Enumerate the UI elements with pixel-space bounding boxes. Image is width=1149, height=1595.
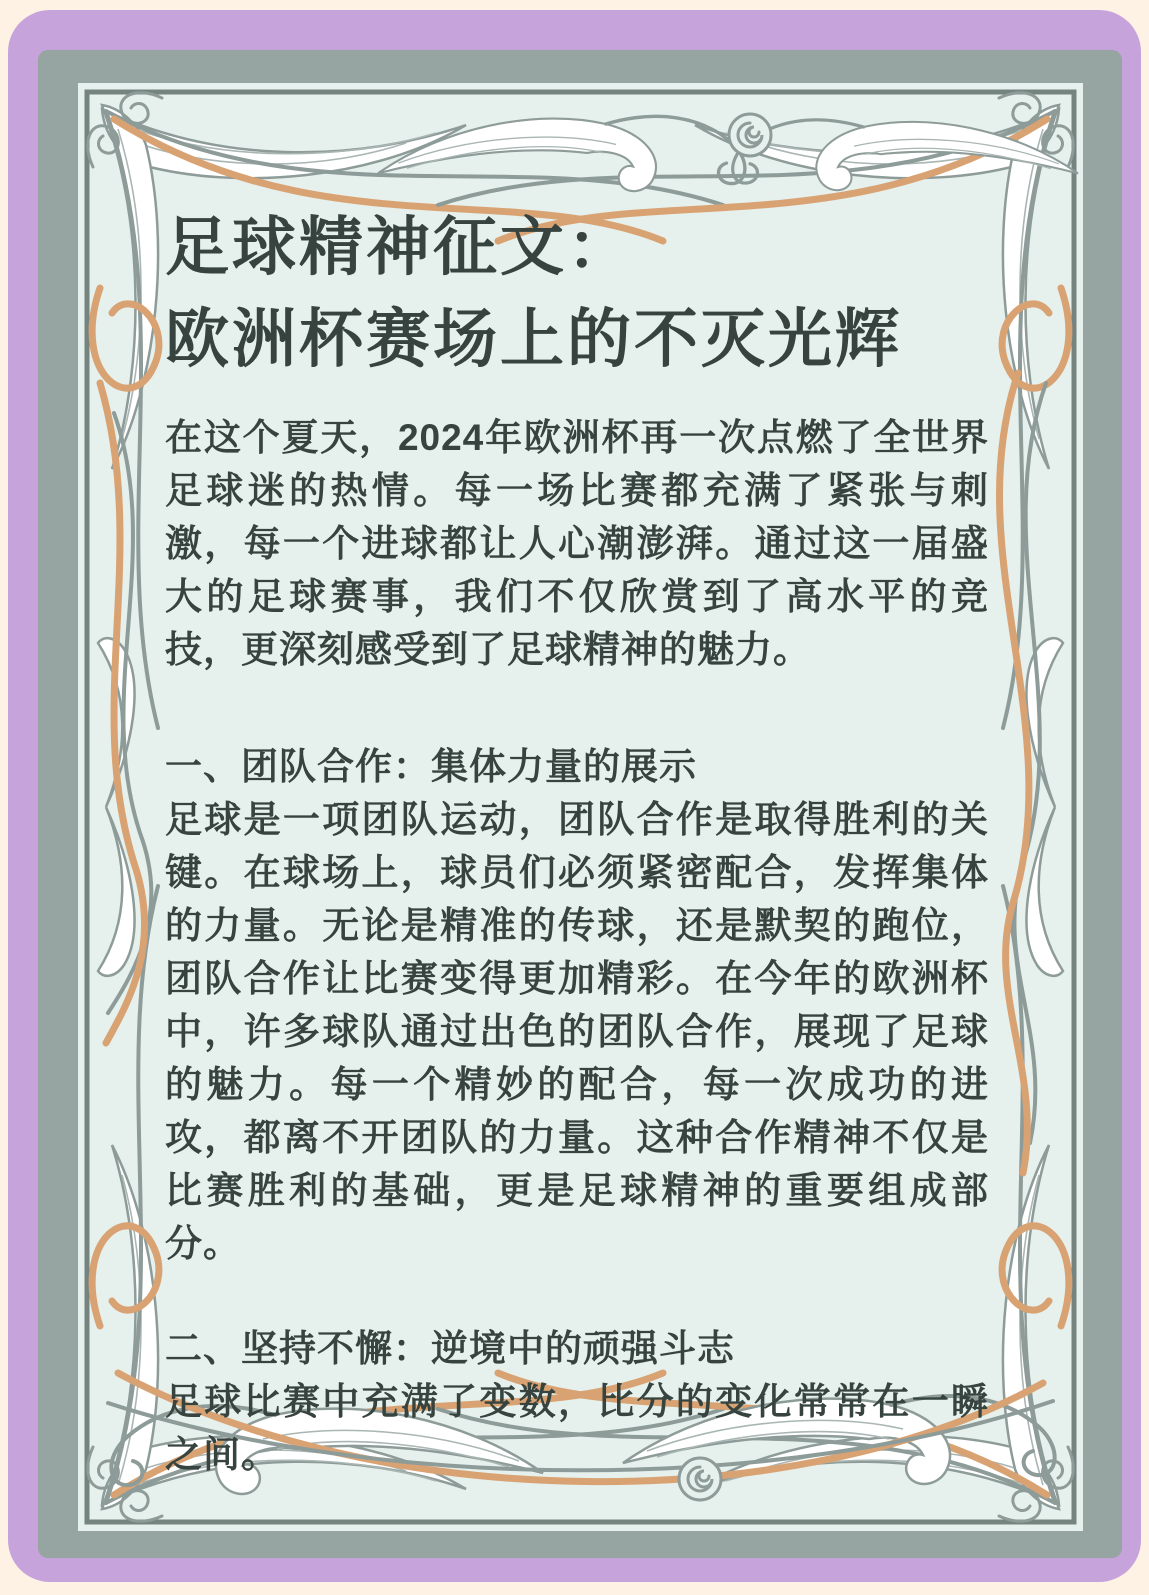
section-2-body: 足球比赛中充满了变数，比分的变化常常在一瞬之间。 [165,1381,989,1475]
purple-border-card [8,10,1141,1582]
spiral-medallion-top [729,114,771,156]
title-line-2: 欧洲杯赛场上的不灭光辉 [165,303,902,375]
intro-paragraph: 在这个夏天，2024年欧洲杯再一次点燃了全世界足球迷的热情。每一场比赛都充满了紧张与刺激，每一个进球都让人心潮澎湃。通过这一届盛大的足球赛事，我们不仅欣赏到了高水平的竞技，更深刻感受到了足球精神的魅力。 [165,417,989,670]
top-wave-ornament [378,116,1078,191]
essay-content [165,201,989,1481]
title-line-1: 足球精神征文： [165,211,634,283]
gray-frame [38,50,1122,1558]
section-1-heading: 一、团队合作：集体力量的展示 [165,746,697,787]
section-2-heading: 二、坚持不懈：逆境中的顽强斗志 [165,1328,735,1369]
section-1-body: 足球是一项团队运动，团队合作是取得胜利的关键。在球场上，球员们必须紧密配合，发挥集体的力量。无论是精准的传球，还是默契的跑位，团队合作让比赛变得更加精彩。在今年的欧洲杯中，许多球队通过出色的团队合作，展现了足球的魅力。每一个精妙的配合，每一次成功的进攻，都离不开团队的力量。这种合作精神不仅是比赛胜利的基础，更是足球精神的重要组成部分。 [165,799,989,1264]
content-panel [78,83,1083,1531]
page-title [165,201,989,385]
